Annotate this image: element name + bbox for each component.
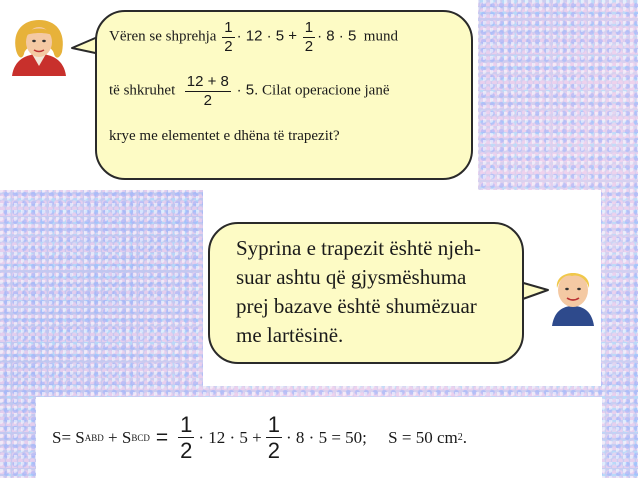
teacher-avatar-icon	[4, 20, 74, 76]
speech-bubble-middle	[208, 222, 524, 364]
top-line-2: të shkruhet $\frac{12 + 8}{2}$ · 5. Cilat operacione janë	[109, 73, 390, 109]
speech-bubble-top	[95, 10, 473, 180]
fraction-one-half: $\frac{1}{2}$	[224, 19, 233, 55]
top-line-3: krye me elementet e dhëna të trapezit?	[109, 128, 340, 144]
fraction-one-half: $\frac{1}{2}$	[180, 412, 193, 464]
fraction-one-half: $\frac{1}{2}$	[304, 19, 314, 55]
boy-avatar-icon	[548, 262, 598, 326]
top-line-1: Vëren se shprehja $\frac{1}{2}$ · 12 · 5 + $\frac{1}{2}$ · 8 · 5 mund	[109, 19, 398, 55]
fraction-one-half: $\frac{1}{2}$	[267, 412, 281, 464]
fraction-sum-of-bases: $\frac{12 + 8}{2}$	[186, 73, 229, 109]
area-formula: S= S ABD + S BCD = $\frac{1}{2}$ · 12 · 5 + $\frac{1}{2}$ · 8 · 5 = 50; S = 50 cm 2 .	[52, 412, 467, 464]
middle-explanation: Syprina e trapezit është njeh- suar ashtu që gjysmëshuma prej bazave është shumëzuar me lartësinë.	[236, 236, 481, 347]
